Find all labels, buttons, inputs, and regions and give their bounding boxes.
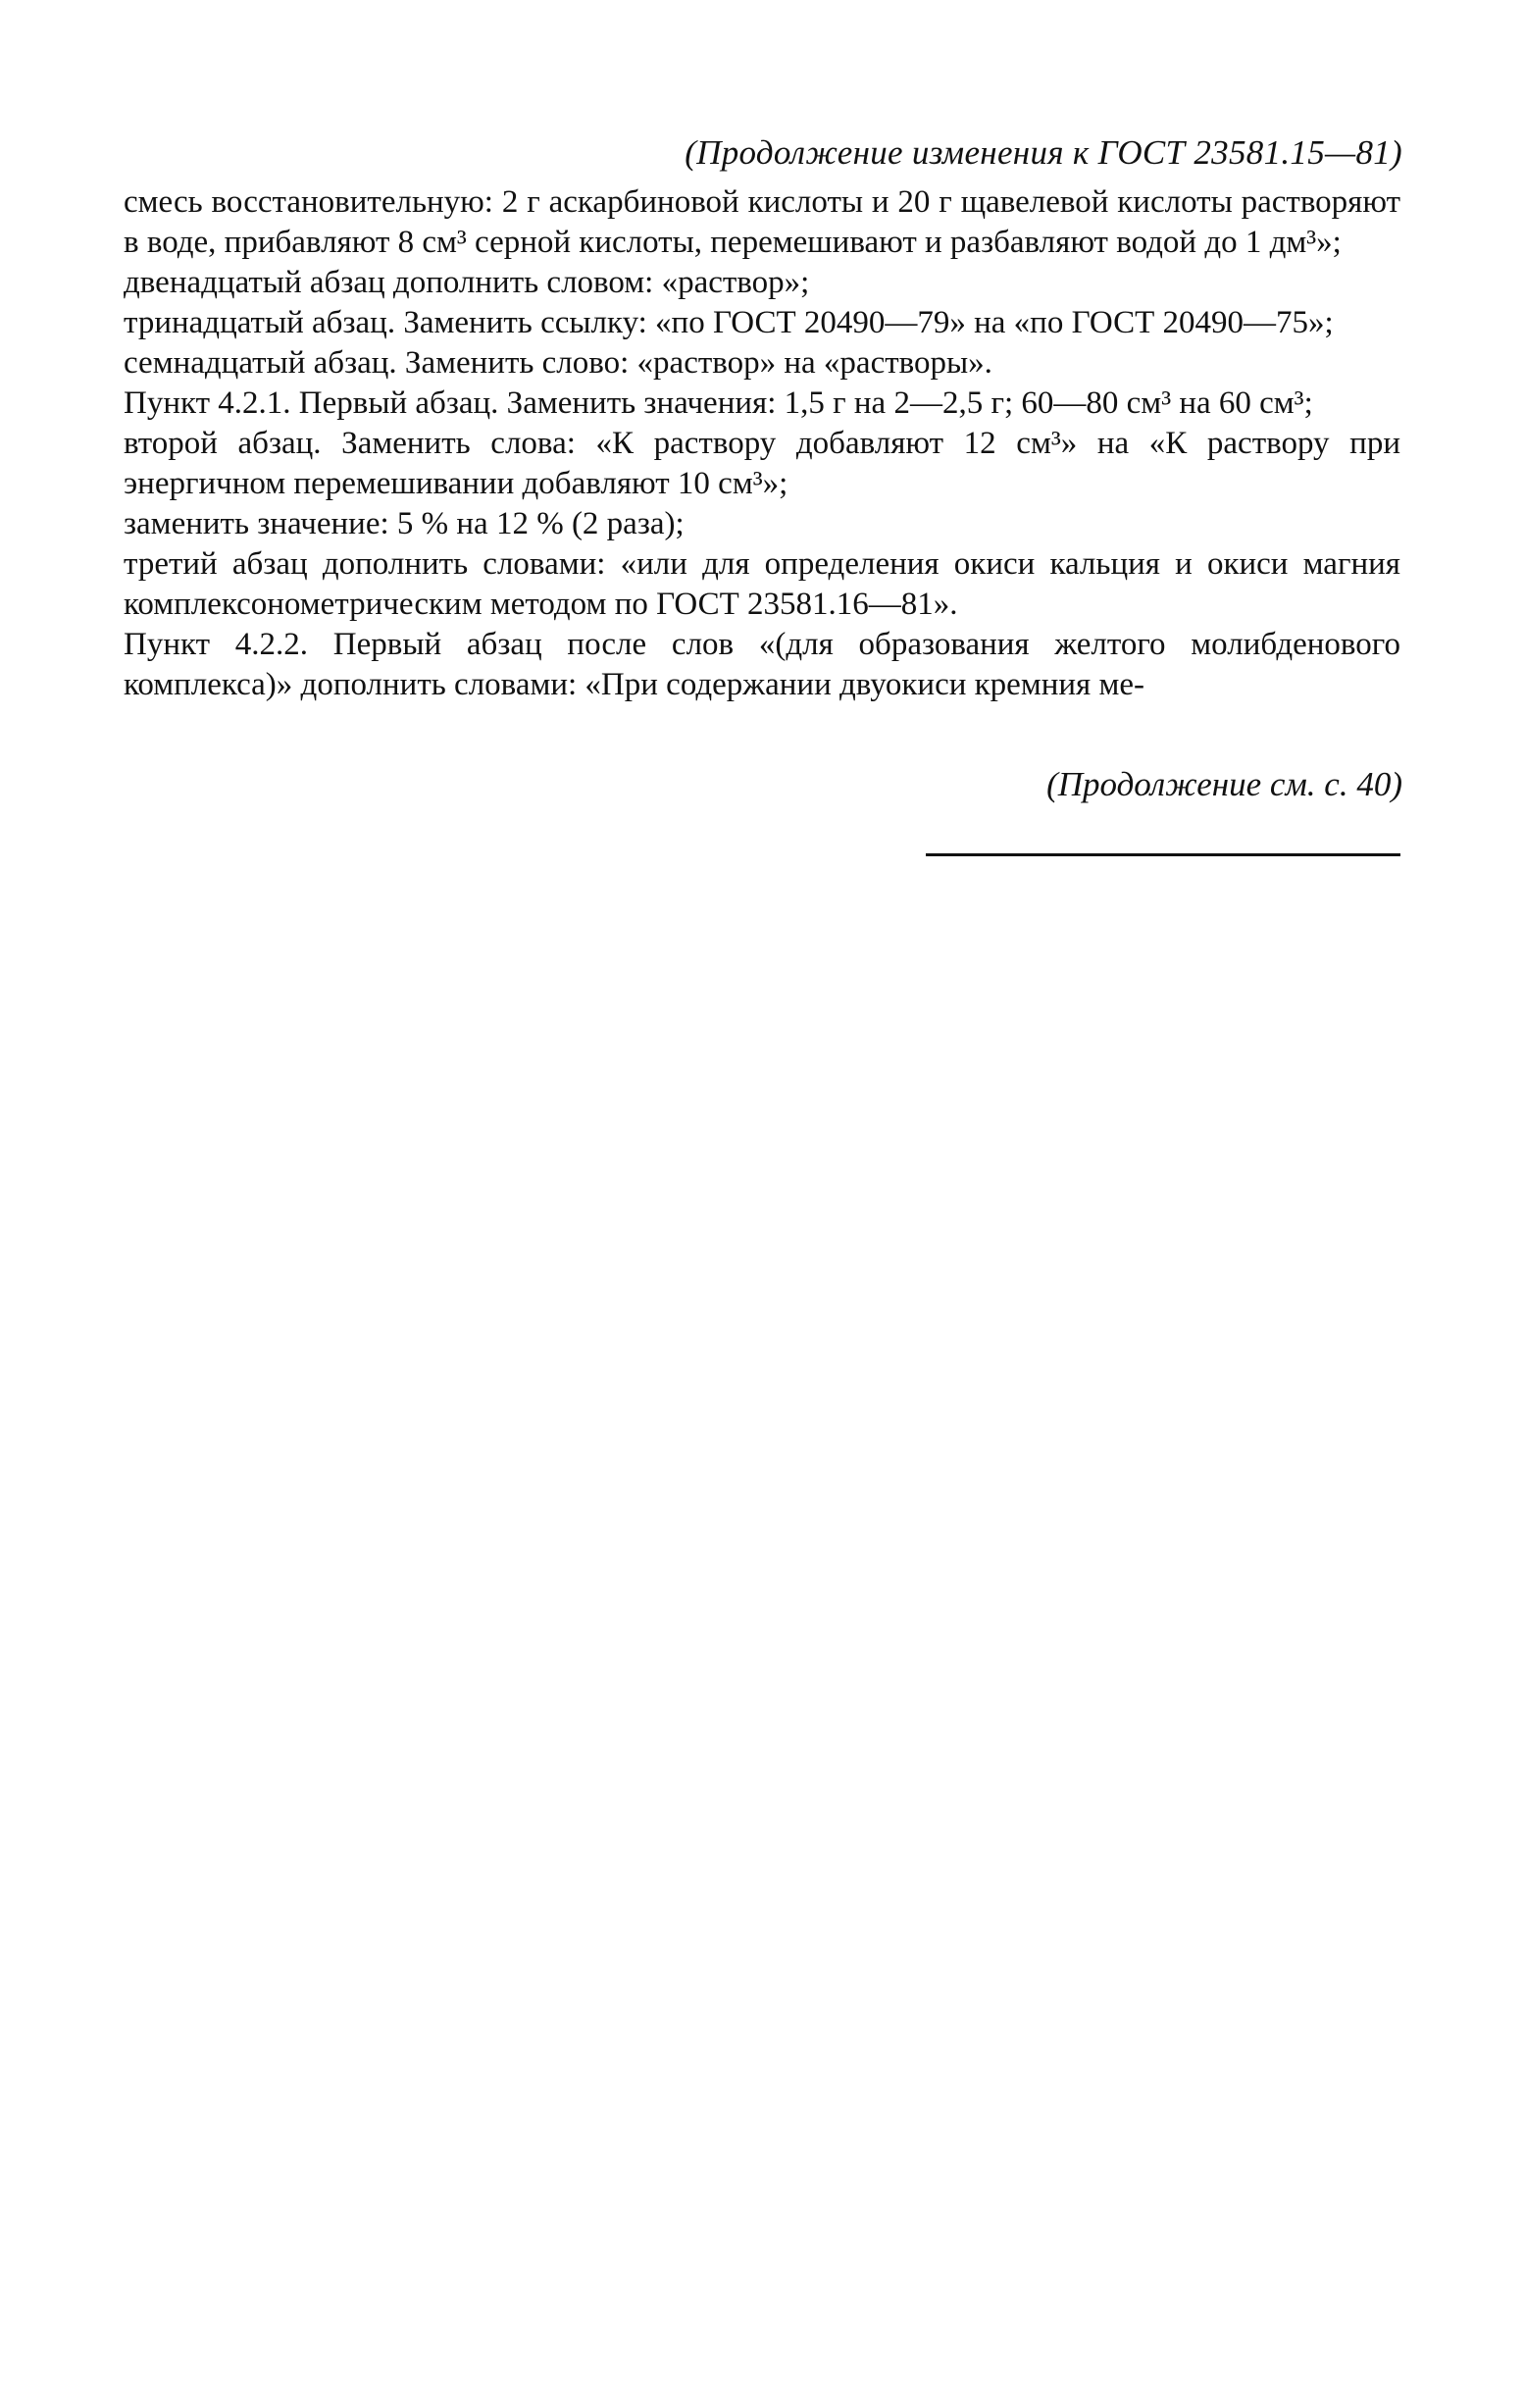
paragraph-4: семнадцатый абзац. Заменить слово: «раствор» на «растворы». bbox=[124, 345, 992, 381]
paragraph-7: заменить значение: 5 % на 12 % (2 раза); bbox=[124, 506, 685, 541]
continuation-header: (Продолжение изменения к ГОСТ 23581.15—81) bbox=[685, 133, 1402, 172]
paragraph-5: Пункт 4.2.1. Первый абзац. Заменить значения: 1,5 г на 2—2,5 г; 60—80 см³ на 60 см³; bbox=[124, 385, 1313, 421]
paragraph-2: двенадцатый абзац дополнить словом: «раствор»; bbox=[124, 265, 810, 300]
paragraph-8: третий абзац дополнить словами: «или для определения окиси кальция и окиси магния комплексонометрическим методом по ГОСТ 23581.16—81». bbox=[124, 546, 1400, 622]
continuation-footer: (Продолжение см. с. 40) bbox=[1046, 765, 1402, 803]
footer-divider bbox=[926, 853, 1400, 856]
paragraph-1: смесь восстановительную: 2 г аскарбиновой кислоты и 20 г щавелевой кислоты растворяют в воде, прибавляют 8 см³ серной кислоты, перемешивают и разбавляют водой до 1 дм³»; bbox=[124, 184, 1400, 260]
paragraph-6: второй абзац. Заменить слова: «К раствору добавляют 12 см³» на «К раствору при энергичном перемешивании добавляют 10 см³»; bbox=[124, 426, 1400, 501]
paragraph-3: тринадцатый абзац. Заменить ссылку: «по ГОСТ 20490—79» на «по ГОСТ 20490—75»; bbox=[124, 305, 1334, 340]
document-body bbox=[124, 182, 1400, 705]
paragraph-9: Пункт 4.2.2. Первый абзац после слов «(для образования желтого молибденового комплекса)» дополнить словами: «При содержании двуокиси кремния ме- bbox=[124, 627, 1400, 702]
